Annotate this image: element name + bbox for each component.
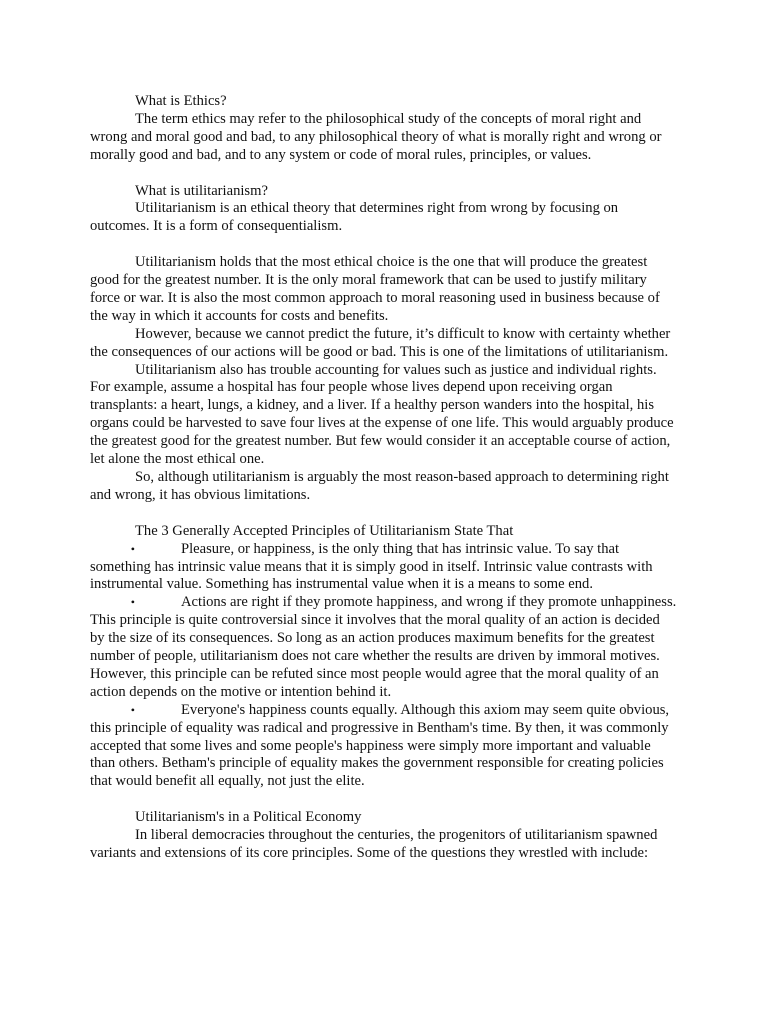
document-page [90, 93, 678, 863]
paragraph-ethics-definition: The term ethics may refer to the philosophical study of the concepts of moral right and wrong and moral good and bad, to any philosophical theory of what is morally right and wrong or morally good and bad, and to any system or code of moral rules, principles, or values. [90, 110, 662, 163]
paragraph-utilitarianism-1: Utilitarianism is an ethical theory that determines right from wrong by focusing on outcomes. It is a form of consequentialism. [90, 200, 619, 235]
paragraph-utilitarianism-4: Utilitarianism also has trouble accounting for values such as justice and individual rights. For example, assume a hospital has four people whose lives depend upon receiving organ transplants: a heart, lungs, a kidney, and a liver. If a healthy person wanders into the hospital, his organs could be harvested to save four lives at the expense of one life. This would arguably produce the greatest good for the greatest number. But few would consider it an acceptable course of action, let alone the most ethical one. [90, 361, 674, 468]
paragraph-utilitarianism-3: However, because we cannot predict the future, it’s difficult to know with certainty whether the consequences of our actions will be good or bad. This is one of the limitations of utilitarianism. [90, 325, 671, 360]
paragraph-utilitarianism-5: So, although utilitarianism is arguably the most reason-based approach to determining right and wrong, it has obvious limitations. [90, 469, 669, 503]
spacer [90, 791, 678, 809]
bullet-text-2: Actions are right if they promote happiness, and wrong if they promote unhappiness. [181, 594, 677, 611]
spacer [90, 165, 678, 183]
bullet-text-3: Everyone's happiness counts equally. Although this axiom may seem quite obvious, this principle of equality was radical and progressive in Bentham's time. By then, it was commonly accepted that some lives and some people's happiness were simply more important and valuable than others. Betham's principle of equality makes the government responsible for creating policies that would benefit all equally, not just the elite. [90, 701, 670, 790]
spacer [90, 236, 678, 254]
paragraph-utilitarianism-2: Utilitarianism holds that the most ethical choice is the one that will produce the greatest good for the greatest number. It is the only moral framework that can be used to justify military force or war. It is also the most common approach to moral reasoning used in business because of the way in which it accounts for costs and benefits. [90, 254, 660, 324]
section-heading-ethics: What is Ethics? [135, 93, 227, 109]
paragraph-political-economy: In liberal democracies throughout the centuries, the progenitors of utilitarianism spawned variants and extensions of its core principles. Some of the questions they wrestled with include: [90, 827, 658, 861]
section-heading-principles: The 3 Generally Accepted Principles of Utilitarianism State That [135, 522, 514, 539]
list-item [90, 702, 678, 792]
paragraph-principle-note: This principle is quite controversial since it involves that the moral quality of an action is decided by the size of its consequences. So long as an action produces maximum benefits for the greatest number of people, utilitarianism does not care whether the results are driven by immoral motives. However, this principle can be refuted since most people would agree that the moral quality of an action depends on the motive or intention behind it. [90, 612, 660, 700]
section-heading-political-economy: Utilitarianism's in a Political Economy [135, 809, 362, 826]
bullet-marker: • [130, 702, 135, 717]
spacer [90, 505, 678, 523]
bullet-marker: • [130, 595, 135, 610]
bullet-text-1: Pleasure, or happiness, is the only thing that has intrinsic value. To say that something has intrinsic value means that it is simply good in itself. Intrinsic value contrasts with instrumental value. Something has instrumental value when it is a means to some end. [90, 540, 653, 593]
section-heading-utilitarianism: What is utilitarianism? [135, 182, 268, 199]
list-item [90, 594, 678, 612]
list-item [90, 541, 678, 595]
bullet-marker: • [130, 541, 135, 556]
